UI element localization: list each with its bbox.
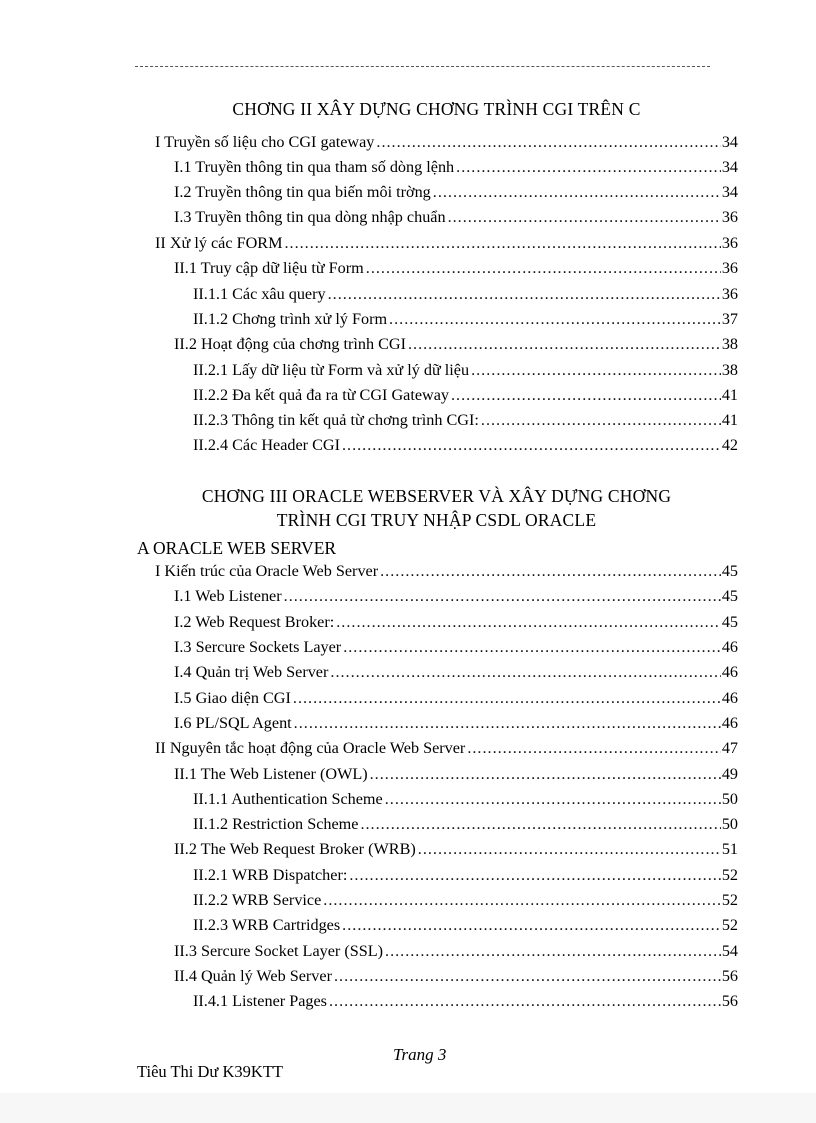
toc-leader — [342, 913, 721, 938]
chapter-3-title — [135, 484, 738, 532]
toc-entry[interactable] — [193, 307, 738, 332]
chapter-2-title-text: CHƠNG II XÂY DỰNG CHƠNG TRÌNH CGI TRÊN C — [232, 99, 641, 119]
toc-entry-page: 41 — [721, 386, 738, 404]
toc-leader — [456, 155, 721, 180]
toc-entry[interactable] — [193, 812, 738, 837]
page-bottom-margin — [0, 1093, 816, 1123]
toc-entry[interactable] — [193, 787, 738, 812]
toc-leader — [385, 939, 721, 964]
toc-entry-page: 54 — [721, 942, 738, 960]
toc-entry[interactable] — [174, 686, 738, 711]
chapter-3-title-line-2: TRÌNH CGI TRUY NHẬP CSDL ORACLE — [276, 510, 597, 530]
toc-entry-title: II.2.3 WRB Cartridges — [193, 916, 341, 934]
toc-entry[interactable] — [174, 180, 738, 205]
toc-entry[interactable] — [193, 433, 738, 458]
toc-entry-page: 45 — [721, 562, 738, 580]
toc-entry-title: II.2.1 WRB Dispatcher: — [193, 866, 348, 884]
toc-leader — [385, 787, 721, 812]
toc-entry[interactable] — [155, 559, 738, 584]
toc-entry-title: II Xử lý các FORM — [155, 234, 283, 252]
toc-leader — [451, 383, 721, 408]
toc-leader — [294, 711, 721, 736]
toc-entry[interactable] — [193, 383, 738, 408]
toc-leader — [360, 812, 720, 837]
toc-entry-page: 47 — [721, 739, 738, 757]
toc-leader — [376, 130, 720, 155]
toc-entry-title: I.1 Truyền thông tin qua tham số dòng lệnh — [174, 158, 455, 176]
toc-entry-page: 36 — [721, 285, 738, 303]
toc-leader — [336, 610, 721, 635]
toc-entry-title: I.4 Quản trị Web Server — [174, 663, 329, 681]
toc-entry-title: II.2.2 WRB Service — [193, 891, 322, 909]
header-dashed-rule — [135, 66, 710, 67]
toc-entry-title: I.3 Sercure Sockets Layer — [174, 638, 342, 656]
toc-entry-title: II.2.3 Thông tin kết quả từ chơng trình CGI: — [193, 411, 479, 429]
toc-entry-title: II.1.1 Các xâu query — [193, 285, 326, 303]
toc-entry[interactable] — [193, 913, 738, 938]
toc-entry-page: 45 — [721, 587, 738, 605]
toc-leader — [389, 307, 721, 332]
toc-entry-title: II.4 Quản lý Web Server — [174, 967, 332, 985]
toc-entry[interactable] — [193, 863, 738, 888]
toc-leader — [329, 989, 721, 1014]
toc-entry[interactable] — [193, 358, 738, 383]
toc-entry-page: 34 — [721, 133, 738, 151]
toc-leader — [343, 635, 721, 660]
toc-entry[interactable] — [193, 989, 738, 1014]
toc-leader — [433, 180, 721, 205]
toc-entry-title: II.2 The Web Request Broker (WRB) — [174, 840, 416, 858]
toc-leader — [284, 231, 720, 256]
toc-entry[interactable] — [174, 635, 738, 660]
toc-entry-title: II Nguyên tắc hoạt động của Oracle Web Server — [155, 739, 466, 757]
toc-entry[interactable] — [155, 231, 738, 256]
toc-leader — [334, 964, 721, 989]
chapter-2-title — [135, 97, 738, 121]
toc-leader — [370, 762, 721, 787]
toc-entry-page: 45 — [721, 613, 738, 631]
toc-leader — [328, 282, 721, 307]
toc-leader — [284, 584, 721, 609]
toc-entry-page: 38 — [721, 335, 738, 353]
toc-entry-page: 46 — [721, 638, 738, 656]
toc-leader — [330, 660, 720, 685]
toc-entry-title: II.1.1 Authentication Scheme — [193, 790, 383, 808]
toc-entry-page: 41 — [721, 411, 738, 429]
toc-entry[interactable] — [174, 584, 738, 609]
toc-leader — [349, 863, 720, 888]
toc-entry-title: II.3 Sercure Socket Layer (SSL) — [174, 942, 384, 960]
toc-leader — [408, 332, 721, 357]
toc-entry-title: II.2.4 Các Header CGI — [193, 436, 340, 454]
toc-entry-title: II.1.2 Chơng trình xử lý Form — [193, 310, 388, 328]
toc-entry[interactable] — [174, 762, 738, 787]
toc-entry-title: II.1 Truy cập dữ liệu từ Form — [174, 259, 364, 277]
toc-entry-title: I.3 Truyền thông tin qua dòng nhập chuẩn — [174, 208, 446, 226]
toc-entry-page: 50 — [721, 790, 738, 808]
toc-entry-title: I.6 PL/SQL Agent — [174, 714, 292, 732]
toc-entry[interactable] — [193, 408, 738, 433]
toc-entry-title: II.1.2 Restriction Scheme — [193, 815, 359, 833]
toc-entry-page: 46 — [721, 663, 738, 681]
toc-entry[interactable] — [174, 964, 738, 989]
toc-entry-page: 34 — [721, 158, 738, 176]
toc-leader — [380, 559, 721, 584]
toc-entry-page: 36 — [721, 234, 738, 252]
toc-entry[interactable] — [174, 256, 738, 281]
toc-entry-title: II.2.2 Đa kết quả đa ra từ CGI Gateway — [193, 386, 449, 404]
toc-entry[interactable] — [174, 332, 738, 357]
toc-entry[interactable] — [193, 282, 738, 307]
toc-leader — [418, 837, 721, 862]
toc-entry-page: 36 — [721, 259, 738, 277]
page-number-label: Trang 3 — [393, 1045, 447, 1064]
toc-entry-title: II.4.1 Listener Pages — [193, 992, 327, 1010]
toc-entry-page: 46 — [721, 689, 738, 707]
toc-entry-page: 34 — [721, 183, 738, 201]
toc-entry-title: I.5 Giao diện CGI — [174, 689, 291, 707]
toc-entry[interactable] — [155, 736, 738, 761]
toc-entry-page: 51 — [721, 840, 738, 858]
toc-leader — [293, 686, 721, 711]
toc-entry-page: 36 — [721, 208, 738, 226]
toc-entry-title: II.2 Hoạt động của chơng trình CGI — [174, 335, 406, 353]
toc-leader — [366, 256, 721, 281]
toc-entry-page: 42 — [721, 436, 738, 454]
author-footer: Tiêu Thi Dư K39KTT — [137, 1062, 283, 1081]
toc-entry-title: I.2 Web Request Broker: — [174, 613, 335, 631]
toc-entry[interactable] — [174, 205, 738, 230]
toc-entry-title: II.1 The Web Listener (OWL) — [174, 765, 368, 783]
toc-entry-title: I.1 Web Listener — [174, 587, 282, 605]
toc-leader — [467, 736, 720, 761]
toc-entry-page: 52 — [721, 866, 738, 884]
toc-entry[interactable] — [174, 660, 738, 685]
toc-entry[interactable] — [155, 130, 738, 155]
toc-entry-title: I.2 Truyền thông tin qua biến môi trờng — [174, 183, 431, 201]
toc-entry[interactable] — [174, 711, 738, 736]
toc-entry[interactable] — [174, 939, 738, 964]
toc-entry-page: 46 — [721, 714, 738, 732]
toc-leader — [323, 888, 721, 913]
toc-leader — [342, 433, 721, 458]
toc-entry-page: 37 — [721, 310, 738, 328]
toc-leader — [471, 358, 721, 383]
toc-entry[interactable] — [174, 610, 738, 635]
toc-entry[interactable] — [193, 888, 738, 913]
toc-entry-page: 56 — [721, 992, 738, 1010]
toc-entry-page: 38 — [721, 361, 738, 379]
toc-entry-title: I Truyền số liệu cho CGI gateway — [155, 133, 375, 151]
toc-entry-page: 56 — [721, 967, 738, 985]
toc-entry-title: I Kiến trúc của Oracle Web Server — [155, 562, 379, 580]
toc-entry-page: 50 — [721, 815, 738, 833]
toc-entry-page: 49 — [721, 765, 738, 783]
toc-entry[interactable] — [174, 837, 738, 862]
toc-entry-page: 52 — [721, 891, 738, 909]
toc-entry-page: 52 — [721, 916, 738, 934]
toc-entry[interactable] — [174, 155, 738, 180]
chapter-3-title-line-1: CHƠNG III ORACLE WEBSERVER VÀ XÂY DỰNG CHƠNG — [201, 486, 672, 506]
toc-leader — [481, 408, 721, 433]
toc-entry-title: II.2.1 Lấy dữ liệu từ Form và xử lý dữ liệu — [193, 361, 470, 379]
section-a-heading: A ORACLE WEB SERVER — [137, 538, 337, 558]
toc-leader — [448, 205, 721, 230]
